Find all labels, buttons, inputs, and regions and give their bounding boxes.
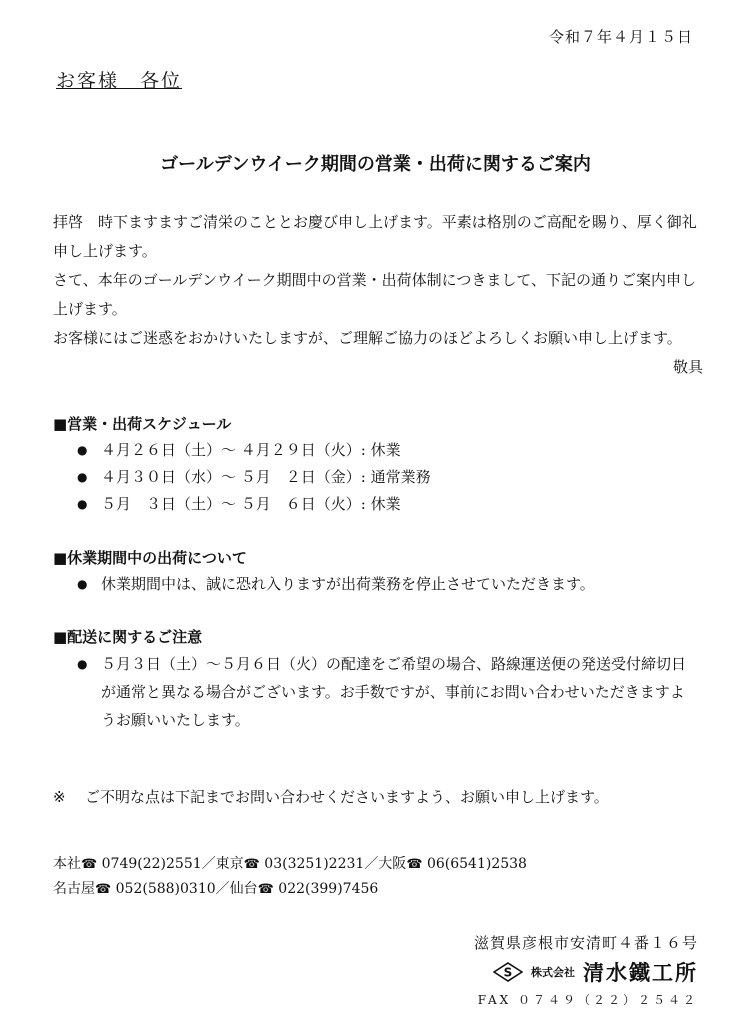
recipient-heading: お客様 各位 — [56, 70, 183, 92]
phone-number: 052(588)0310 — [111, 881, 216, 897]
bullet-icon: ● — [77, 577, 88, 591]
delivery-list — [53, 650, 703, 734]
body-paragraph: 拝啓 時下ますますご清栄のこととお慶び申し上げます。平素は格別のご高配を賜り、厚く御礼申し上げます。 — [53, 213, 697, 260]
phone-number: 03(3251)2231 — [259, 856, 365, 872]
list-item — [53, 571, 703, 598]
office-label: 名古屋 — [53, 881, 95, 897]
list-item — [53, 491, 703, 518]
office-label: ／大阪 — [364, 856, 407, 872]
contact-line — [53, 877, 713, 902]
phone-icon: ☎ — [243, 857, 260, 872]
inquiry-notice — [53, 784, 703, 810]
bullet-icon: ● — [77, 497, 88, 511]
list-item — [53, 437, 703, 464]
company-name: 清水鐵工所 — [583, 961, 698, 985]
closing-word: 敬具 — [672, 358, 703, 376]
contact-numbers — [53, 852, 713, 902]
list-item-text: ４月２６日（土）～ ４月２９日（火）: 休業 — [101, 441, 401, 459]
phone-number: 06(6541)2538 — [422, 856, 527, 872]
office-label: ／東京 — [201, 856, 244, 872]
office-label: 本社 — [53, 856, 81, 872]
list-item-text: ４月３０日（水）～ ５月 ２日（金）: 通常業務 — [101, 468, 431, 486]
letter-body — [53, 208, 703, 382]
list-item-text: ５月 ３日（土）～ ５月 ６日（火）: 休業 — [101, 495, 401, 513]
section-heading: ■休業期間中の出荷について — [53, 549, 247, 567]
section-heading: ■営業・出荷スケジュール — [53, 415, 232, 433]
contact-line — [53, 852, 713, 877]
body-paragraph: お客様にはご迷惑をおかけいたしますが、ご理解ご協力のほどよろしくお願い申し上げます。 — [53, 329, 682, 347]
list-item — [53, 650, 703, 734]
company-logo-icon — [493, 962, 523, 982]
list-item-text: 休業期間中は、誠に恐れ入りますが出荷業務を停止させていただきます。 — [101, 575, 595, 593]
section-schedule — [53, 411, 703, 518]
phone-number: 0749(22)2551 — [97, 856, 202, 872]
bullet-icon: ● — [77, 470, 88, 484]
company-signature — [493, 957, 698, 987]
section-shipping-during-holiday — [53, 545, 703, 598]
shipping-list — [53, 571, 703, 598]
fax-number: FAX ０７４９（２２）２５４２ — [477, 993, 698, 1007]
notice-text: ご不明な点は下記までお問い合わせくださいますよう、お願い申し上げます。 — [85, 788, 609, 806]
company-address: 滋賀県彦根市安清町４番１６号 — [473, 934, 698, 952]
body-paragraph: さて、本年のゴールデンウイーク期間中の営業・出荷体制につきまして、下記の通りご案内申し上げます。 — [53, 271, 697, 318]
company-type: 株式会社 — [531, 966, 575, 979]
schedule-list — [53, 437, 703, 518]
phone-icon: ☎ — [406, 857, 423, 872]
bullet-icon: ● — [77, 657, 88, 671]
list-item-text: ５月３日（土）～５月６日（火）の配達をご希望の場合、路線運送便の発送受付締切日が通常と異なる場合がございます。お手数ですが、事前にお問い合わせいただきますようお願いいたします。 — [101, 655, 687, 729]
phone-icon: ☎ — [81, 857, 98, 872]
logo-letter: S — [503, 965, 513, 980]
section-delivery-notice — [53, 624, 703, 734]
phone-number: 022(399)7456 — [273, 881, 379, 897]
phone-icon: ☎ — [257, 882, 274, 897]
section-heading: ■配送に関するご注意 — [53, 628, 203, 646]
reference-mark-icon: ※ — [53, 788, 66, 806]
bullet-icon: ● — [77, 443, 88, 457]
letter-date: 令和７年４月１５日 — [548, 28, 693, 46]
phone-icon: ☎ — [95, 882, 112, 897]
page-title: ゴールデンウイーク期間の営業・出荷に関するご案内 — [160, 154, 591, 175]
list-item — [53, 464, 703, 491]
office-label: ／仙台 — [215, 881, 258, 897]
